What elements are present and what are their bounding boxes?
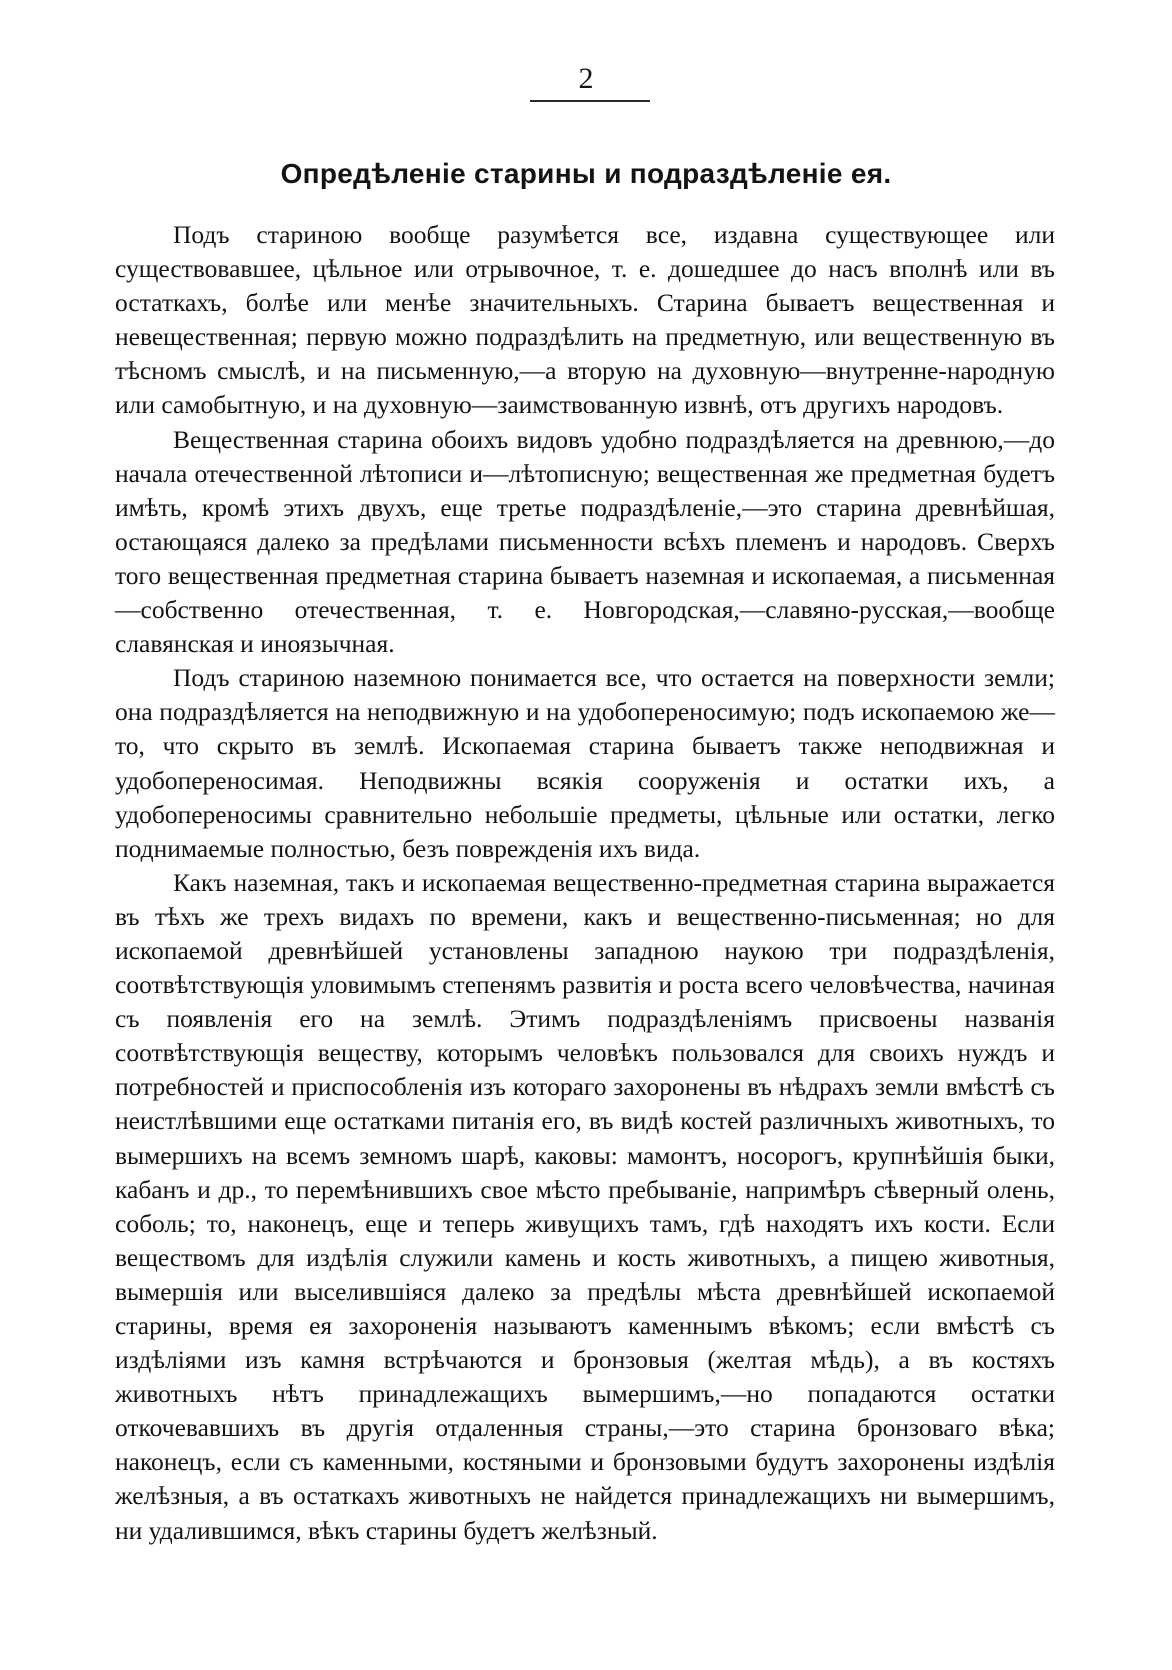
page-number: 2 [578,62,594,95]
page-number-rule [530,100,650,102]
paragraph: Подъ стариною вообще разумѣется все, издавна существующее или существовавшее, цѣльное или отрывочное, т. е. дошедшее до насъ вполнѣ или въ остаткахъ, болѣе или менѣе значительныхъ. Старина бываетъ вещественная и невещественная; первую можно подраздѣлить на предметную, или вещественную въ тѣсномъ смыслѣ, и на письменную,—а вторую на духовную—внутренне-народную или самобытную, и на духовную—заимствованную извнѣ, отъ другихъ народовъ. [115,220,1055,420]
paragraph: Вещественная старина обоихъ видовъ удобно подраздѣляется на древнюю,—до начала отечественной лѣтописи и—лѣтописную; вещественная же предметная будетъ имѣть, кромѣ этихъ двухъ, еще третье подраздѣленіе,—это старина древнѣйшая, остающаяся далеко за предѣлами письменности всѣхъ племенъ и народовъ. Сверхъ того вещественная предметная старина бываетъ наземная и ископаемая, а письменная—собственно отечественная, т. е. Новгородская,—славяно-русская,—вообще славянская и иноязычная. [115,424,1055,659]
section-heading: Опредѣленіе старины и подраздѣленіе ея. [280,158,892,189]
body-text [115,218,1055,1548]
paragraph: Какъ наземная, такъ и ископаемая вещественно-предметная старина выражается въ тѣхъ же трехъ видахъ по времени, какъ и вещественно-письменная; но для ископаемой древнѣйшей установлены западною наукою три подраздѣленія, соотвѣтствующія уловимымъ степенямъ развитія и роста всего человѣчества, начиная съ появленія его на землѣ. Этимъ подраздѣленіямъ присвоены названія соотвѣтствующія веществу, которымъ человѣкъ пользовался для своихъ нуждъ и потребностей и приспособленія изъ котораго захоронены въ нѣдрахъ земли вмѣстѣ съ неистлѣвшими еще остатками питанія его, въ видѣ костей различныхъ животныхъ, то вымершихъ на всемъ земномъ шарѣ, каковы: мамонтъ, носорогъ, крупнѣйшія быки, кабанъ и др., то перемѣнившихъ свое мѣсто пребываніе, напримѣръ сѣверный олень, соболь; то, наконецъ, еще и теперь живущихъ тамъ, гдѣ находятъ ихъ кости. Если веществомъ для издѣлія служили камень и кость животныхъ, а пищею животныя, вымершія или выселившіяся далеко за предѣлы мѣста древнѣйшей ископаемой старины, время ея захороненія называютъ каменнымъ вѣкомъ; если вмѣстѣ съ издѣліями изъ камня встрѣчаются и бронзовыя (желтая мѣдь), а въ костяхъ животныхъ нѣтъ принадлежащихъ вымершимъ,—но попадаются остатки откочевавшихъ въ другія отдаленныя страны,—это старина бронзоваго вѣка; наконецъ, если съ каменными, костяными и бронзовыми будутъ захоронены издѣлія желѣзныя, а въ остаткахъ животныхъ не найдется принадлежащихъ ни вымершимъ, ни удалившимся, вѣкъ старины будетъ желѣзный. [115,867,1055,1545]
paragraph: Подъ стариною наземною понимается все, что остается на поверхности земли; она подраздѣляется на неподвижную и на удобопереносимую; подъ ископаемою же—то, что скрыто въ землѣ. Ископаемая старина бываетъ также неподвижная и удобопереносимая. Неподвижны всякія сооруженія и остатки ихъ, а удобопереносимы сравнительно небольшіе предметы, цѣльные или остатки, легко поднимаемые полностью, безъ поврежденія ихъ вида. [115,663,1055,863]
